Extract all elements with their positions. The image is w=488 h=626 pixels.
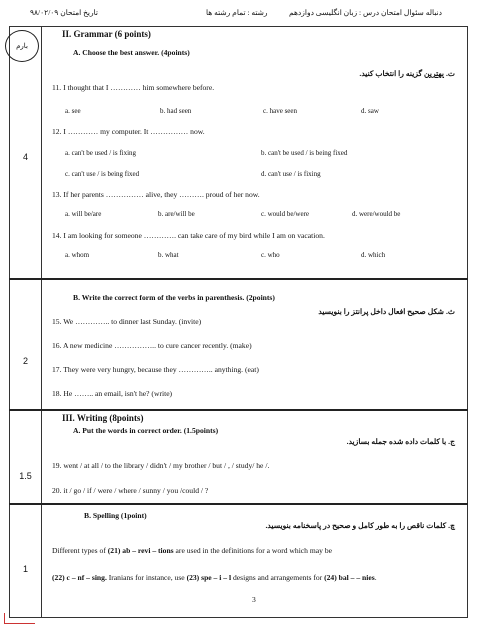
section-divider: [9, 503, 468, 505]
section-a-persian-instruction: ت. بهترین گزینه را انتخاب کنید.: [359, 69, 455, 78]
question-15: 15. We ………….. to dinner last Sunday. (invite): [52, 317, 202, 326]
section-c-instruction: A. Put the words in correct order. (1.5points): [73, 426, 219, 435]
score-section-d: 1: [22, 564, 28, 574]
question-18: 18. He …….. an email, isn't he? (write): [52, 389, 173, 398]
corner-mark: [4, 613, 35, 624]
writing-heading: III. Writing (8points): [62, 413, 144, 423]
section-divider: [9, 409, 468, 411]
score-section-b: 2: [22, 356, 28, 366]
section-b-persian-instruction: ث. شکل صحیح افعال داخل پرانتز را بنویسید: [318, 307, 455, 316]
section-a-instruction: A. Choose the best answer. (4points): [73, 48, 190, 57]
question-16: 16. A new medicine …………….. to cure cancer recently. (make): [52, 341, 252, 350]
spelling-line-2: (22) c – nf – sing. Iranians for instance, use (23) spe – i – l designs and arrangements for (24) bal – – nies.: [52, 573, 377, 582]
section-divider: [9, 278, 468, 280]
option-13c: c. would be/were: [261, 210, 310, 218]
section-b-heading: B. Write the correct form of the verbs in parenthesis. (2points): [73, 293, 275, 302]
question-12: 12. I ………… my computer. It …………… now.: [52, 127, 205, 136]
option-12c: c. can't use / is being fixed: [65, 170, 140, 178]
option-14d: d. which: [361, 251, 386, 259]
score-header-label: بارم: [16, 42, 28, 50]
spelling-line-1: Different types of (21) ab – revi – tions are used in the definitions for a word which may be: [52, 546, 333, 555]
section-d-persian-instruction: چ. کلمات ناقص را به طور کامل و صحیح در پاسخنامه بنویسید.: [265, 521, 455, 530]
score-header-oval: [5, 30, 39, 62]
option-14c: c. who: [261, 251, 280, 259]
grammar-heading: II. Grammar (6 points): [62, 29, 151, 39]
option-14a: a. whom: [65, 251, 90, 259]
option-13a: a. will be/are: [65, 210, 102, 218]
exam-date: تاریخ امتحان ۹۸/۰۲/۰۹: [30, 8, 99, 17]
option-11a: a. see: [65, 107, 81, 115]
option-14b: b. what: [158, 251, 179, 259]
option-12d: d. can't use / is fixing: [261, 170, 321, 178]
option-12b: b. can't be used / is being fixed: [261, 149, 348, 157]
question-20: 20. it / go / if / were / where / sunny / you /could / ?: [52, 486, 209, 495]
question-14: 14. I am looking for someone …………. can take care of my bird while I am on vacation.: [52, 231, 325, 240]
score-column: [9, 26, 42, 618]
option-12a: a. can't be used / is fixing: [65, 149, 137, 157]
option-13d: d. were/would be: [352, 210, 401, 218]
score-section-c: 1.5: [19, 471, 32, 481]
option-13b: b. are/will be: [158, 210, 195, 218]
spelling-heading: B. Spelling (1point): [84, 511, 147, 520]
score-section-a: 4: [22, 152, 28, 162]
option-11d: d. saw: [361, 107, 379, 115]
page-number: 3: [252, 595, 256, 604]
page-header: [10, 4, 466, 24]
option-11c: c. have seen: [263, 107, 298, 115]
section-c-persian-instruction: ج. با کلمات داده شده جمله بسازید.: [346, 437, 455, 446]
question-19: 19. went / at all / to the library / didn't / my brother / but / , / study/ he /.: [52, 461, 270, 470]
option-11b: b. had seen: [160, 107, 192, 115]
course-title: دنباله سئوال امتحان درس : زبان انگلیسی دوازدهم: [288, 8, 442, 17]
question-11: 11. I thought that I ………… him somewhere before.: [52, 83, 215, 92]
question-13: 13. If her parents …………… alive, they ………. proud of her now.: [52, 190, 260, 199]
question-17: 17. They were very hungry, because they ………….. anything. (eat): [52, 365, 259, 374]
field-label: رشته : تمام رشته ها: [206, 8, 268, 17]
